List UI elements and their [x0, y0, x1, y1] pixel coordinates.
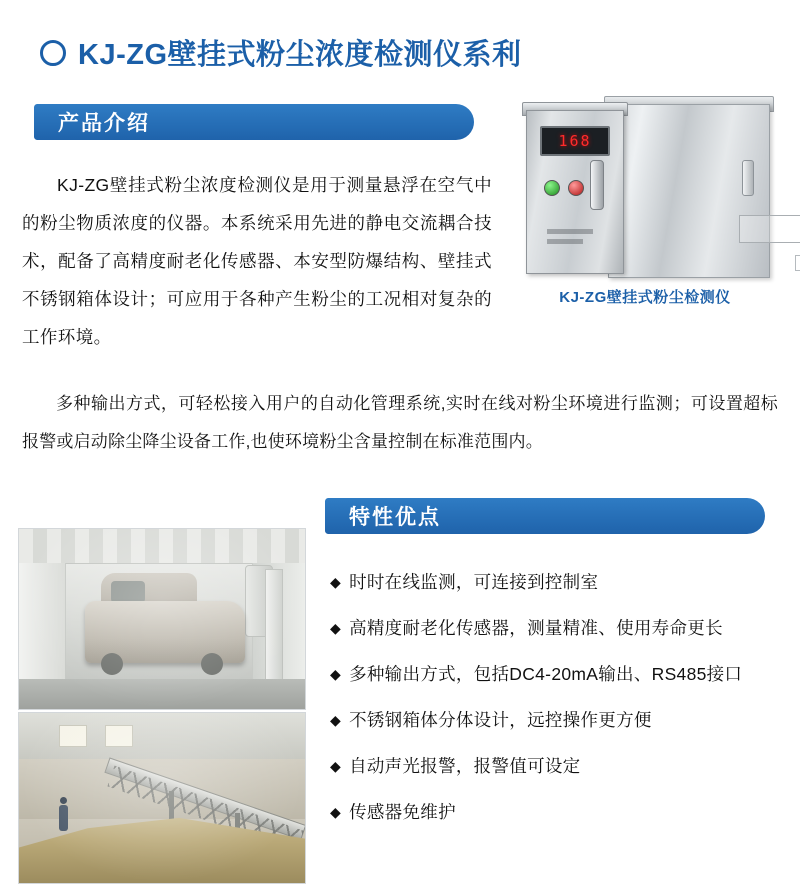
list-item-label: 不锈钢箱体分体设计，远控操作更方便	[349, 710, 652, 730]
front-label-line-1	[547, 229, 593, 234]
diamond-bullet-icon: ◆	[330, 620, 342, 636]
page-title-text: KJ-ZG壁挂式粉尘浓度检测仪系利	[78, 39, 522, 71]
list-item	[330, 570, 790, 594]
car-wheel	[101, 653, 123, 675]
section-banner-intro-label: 产品介绍	[58, 112, 150, 135]
list-item-label: 时时在线监测，可连接到控制室	[349, 572, 599, 592]
booth-floor	[19, 679, 305, 709]
device-photo	[520, 88, 770, 283]
list-item	[330, 708, 790, 732]
grain-warehouse-photo	[18, 712, 306, 884]
list-item-label: 自动声光报警，报警值可设定	[349, 756, 581, 776]
list-item-label: 传感器免维护	[349, 802, 456, 822]
diamond-bullet-icon: ◆	[330, 758, 342, 774]
warehouse-window	[105, 725, 133, 747]
diamond-bullet-icon: ◆	[330, 666, 342, 682]
list-item	[330, 754, 790, 778]
diamond-bullet-icon: ◆	[330, 712, 342, 728]
green-indicator-icon	[544, 180, 560, 196]
section-banner-features-label: 特性优点	[349, 506, 441, 529]
intro-paragraph-1: KJ-ZG壁挂式粉尘浓度检测仪是用于测量悬浮在空气中的粉尘物质浓度的仪器。本系统采用先进的静电交流耦合技术，配备了高精度耐老化传感器、本安型防爆结构、壁挂式不锈钢箱体设计；可应用于各种产生粉尘的工况相对复杂的工作环境。	[22, 174, 492, 347]
worker-figure	[59, 805, 68, 831]
device-illustration	[520, 88, 770, 283]
diamond-bullet-icon: ◆	[330, 574, 342, 590]
intro-paragraph-2: 多种输出方式，可轻松接入用户的自动化管理系统,实时在线对粉尘环境进行监测；可设置超标报警或启动除尘降尘设备工作,也使环境粉尘含量控制在标准范围内。	[22, 394, 778, 451]
page-title	[40, 32, 522, 73]
front-label-line-2	[547, 239, 583, 244]
device-caption: KJ-ZG壁挂式粉尘检测仪	[559, 289, 731, 306]
list-item-label: 高精度耐老化传感器，测量精准、使用寿命更长	[349, 618, 723, 638]
section-banner-features	[325, 498, 765, 534]
car-window	[111, 581, 145, 603]
warehouse-window	[59, 725, 87, 747]
cabinet-back-label	[795, 255, 800, 271]
list-item-label: 多种输出方式，包括DC4-20mA输出、RS485接口	[349, 664, 743, 684]
car-wheel	[201, 653, 223, 675]
booth-ceiling	[19, 529, 305, 564]
section-banner-intro	[34, 104, 474, 140]
cabinet-handle-icon	[590, 160, 604, 210]
red-indicator-icon	[568, 180, 584, 196]
diamond-bullet-icon: ◆	[330, 804, 342, 820]
feature-list	[330, 570, 790, 846]
booth-pillar	[265, 569, 283, 681]
list-item	[330, 616, 790, 640]
cabinet-back-plate	[739, 215, 800, 243]
list-item	[330, 800, 790, 824]
circle-outline-icon	[40, 40, 66, 66]
list-item	[330, 662, 790, 686]
device-display-value: 168	[558, 132, 592, 150]
device-display	[540, 126, 610, 156]
cabinet-latch-icon	[742, 160, 754, 196]
paint-booth-photo	[18, 528, 306, 710]
